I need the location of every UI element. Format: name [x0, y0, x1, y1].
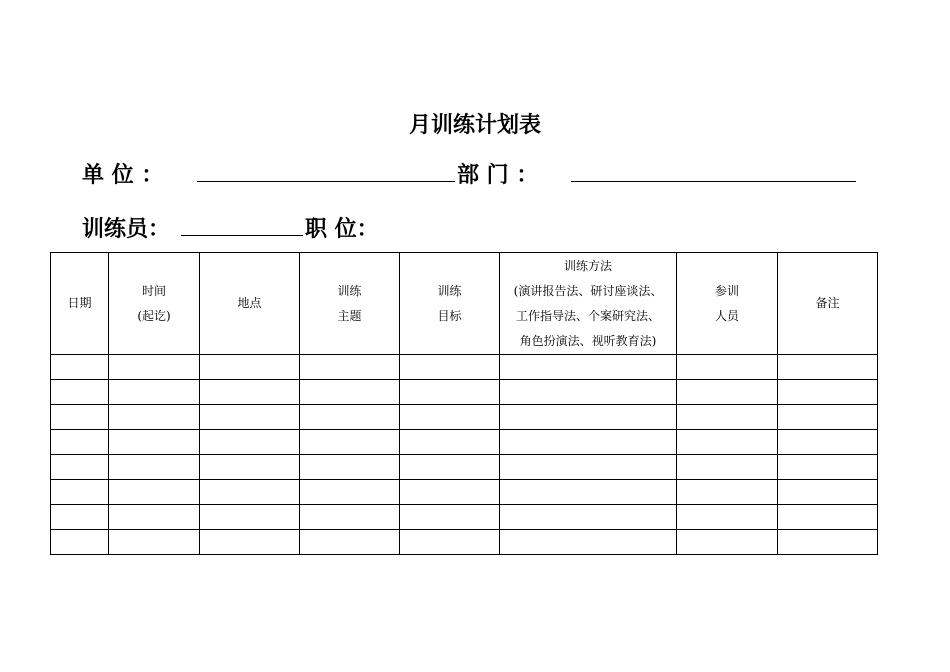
- cell-location[interactable]: [200, 380, 300, 405]
- cell-location[interactable]: [200, 430, 300, 455]
- cell-goal[interactable]: [400, 480, 500, 505]
- department-field[interactable]: [571, 181, 856, 182]
- header-location: [200, 253, 300, 355]
- cell-topic[interactable]: [300, 355, 400, 380]
- cell-time[interactable]: [109, 355, 200, 380]
- header-method: [500, 253, 677, 355]
- header-goal-subtext: 目标: [437, 308, 462, 323]
- cell-method[interactable]: [500, 530, 677, 555]
- table-row: [51, 505, 878, 530]
- cell-method[interactable]: [500, 455, 677, 480]
- cell-participants[interactable]: [677, 480, 778, 505]
- cell-participants[interactable]: [677, 505, 778, 530]
- header-topic: [300, 253, 400, 355]
- position-label: 职 位：: [305, 217, 379, 242]
- cell-location[interactable]: [200, 480, 300, 505]
- document-title: 月训练计划表: [408, 113, 541, 138]
- header-participants-subtext: 人员: [714, 308, 739, 323]
- cell-goal[interactable]: [400, 405, 500, 430]
- cell-method[interactable]: [500, 480, 677, 505]
- cell-date[interactable]: [51, 380, 109, 405]
- cell-time[interactable]: [109, 505, 200, 530]
- header-time: [109, 253, 200, 355]
- cell-goal[interactable]: [400, 355, 500, 380]
- trainer-field[interactable]: [181, 235, 303, 236]
- cell-topic[interactable]: [300, 430, 400, 455]
- cell-participants[interactable]: [677, 380, 778, 405]
- cell-goal[interactable]: [400, 380, 500, 405]
- cell-date[interactable]: [51, 455, 109, 480]
- cell-remarks[interactable]: [778, 480, 878, 505]
- cell-topic[interactable]: [300, 455, 400, 480]
- header-method-line: 角色扮演法、视听教育法): [519, 333, 657, 348]
- unit-label: 单 位 ：: [82, 163, 164, 188]
- header-time-subtext: (起讫): [137, 308, 171, 323]
- cell-date[interactable]: [51, 430, 109, 455]
- cell-location[interactable]: [200, 455, 300, 480]
- cell-remarks[interactable]: [778, 430, 878, 455]
- cell-remarks[interactable]: [778, 355, 878, 380]
- header-location-text: 地点: [237, 296, 262, 310]
- cell-time[interactable]: [109, 530, 200, 555]
- cell-participants[interactable]: [677, 405, 778, 430]
- cell-remarks[interactable]: [778, 530, 878, 555]
- header-goal: [400, 253, 500, 355]
- cell-remarks[interactable]: [778, 455, 878, 480]
- table-row: [51, 530, 878, 555]
- cell-goal[interactable]: [400, 530, 500, 555]
- header-participants: [677, 253, 778, 355]
- cell-time[interactable]: [109, 455, 200, 480]
- header-date: [51, 253, 109, 355]
- cell-method[interactable]: [500, 405, 677, 430]
- cell-method[interactable]: [500, 380, 677, 405]
- trainer-label: 训练员：: [82, 217, 171, 242]
- cell-topic[interactable]: [300, 530, 400, 555]
- cell-date[interactable]: [51, 505, 109, 530]
- cell-time[interactable]: [109, 405, 200, 430]
- table-row: [51, 380, 878, 405]
- cell-goal[interactable]: [400, 455, 500, 480]
- department-label: 部 门 ：: [457, 163, 539, 188]
- cell-remarks[interactable]: [778, 505, 878, 530]
- cell-goal[interactable]: [400, 430, 500, 455]
- cell-remarks[interactable]: [778, 380, 878, 405]
- cell-topic[interactable]: [300, 380, 400, 405]
- cell-participants[interactable]: [677, 430, 778, 455]
- cell-time[interactable]: [109, 480, 200, 505]
- cell-date[interactable]: [51, 405, 109, 430]
- header-time-text: 时间: [141, 283, 166, 298]
- cell-location[interactable]: [200, 355, 300, 380]
- header-topic-subtext: 主题: [337, 308, 362, 323]
- table-row: [51, 455, 878, 480]
- cell-remarks[interactable]: [778, 405, 878, 430]
- header-remarks: [778, 253, 878, 355]
- cell-location[interactable]: [200, 505, 300, 530]
- header-remarks-text: 备注: [815, 296, 840, 310]
- cell-method[interactable]: [500, 505, 677, 530]
- cell-topic[interactable]: [300, 505, 400, 530]
- header-method-line: 工作指导法、个案研究法、: [515, 308, 660, 323]
- cell-date[interactable]: [51, 480, 109, 505]
- header-participants-text: 参训: [714, 283, 739, 298]
- cell-date[interactable]: [51, 355, 109, 380]
- header-goal-text: 训练: [437, 283, 462, 298]
- header-date-text: 日期: [67, 296, 92, 310]
- cell-topic[interactable]: [300, 480, 400, 505]
- cell-location[interactable]: [200, 530, 300, 555]
- table-header-row: [51, 253, 878, 355]
- header-method-text: 训练方法: [563, 258, 612, 273]
- header-topic-text: 训练: [337, 283, 362, 298]
- unit-field[interactable]: [197, 181, 455, 182]
- cell-time[interactable]: [109, 380, 200, 405]
- table-row: [51, 480, 878, 505]
- cell-participants[interactable]: [677, 530, 778, 555]
- table-row: [51, 355, 878, 380]
- cell-method[interactable]: [500, 430, 677, 455]
- cell-method[interactable]: [500, 355, 677, 380]
- table-row: [51, 430, 878, 455]
- cell-topic[interactable]: [300, 405, 400, 430]
- cell-participants[interactable]: [677, 355, 778, 380]
- cell-location[interactable]: [200, 405, 300, 430]
- cell-goal[interactable]: [400, 505, 500, 530]
- training-plan-table: [50, 252, 878, 555]
- cell-participants[interactable]: [677, 455, 778, 480]
- header-method-line: (演讲报告法、研讨座谈法、: [513, 283, 663, 298]
- cell-time[interactable]: [109, 430, 200, 455]
- cell-date[interactable]: [51, 530, 109, 555]
- table-row: [51, 405, 878, 430]
